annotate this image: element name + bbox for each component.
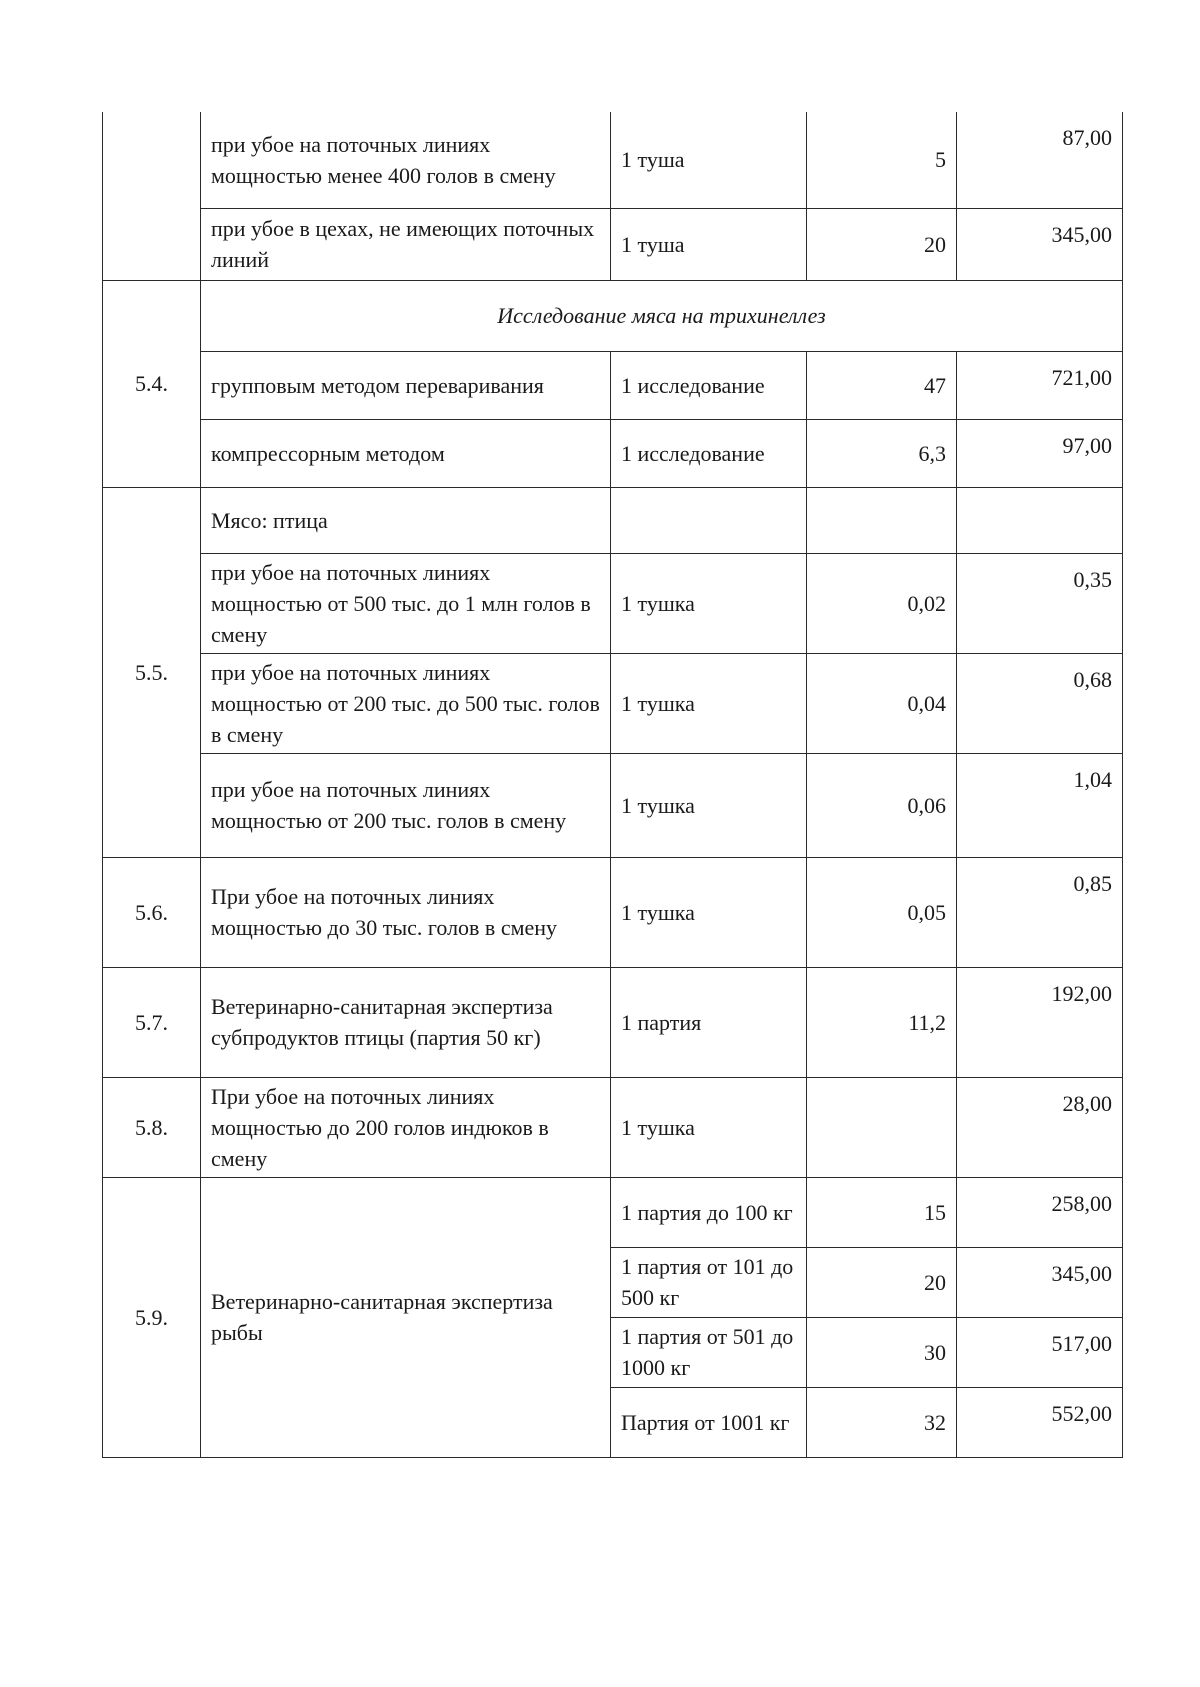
service-description: При убое на поточных линиях мощностью до 30 тыс. голов в смену [201, 857, 611, 967]
service-description: при убое на поточных линиях мощностью от 200 тыс. голов в смену [201, 753, 611, 857]
service-description: при убое в цехах, не имеющих поточных линий [201, 208, 611, 280]
price-cell: 258,00 [957, 1177, 1123, 1247]
unit-cell: 1 партия от 101 до 500 кг [611, 1247, 807, 1317]
norm-cell: 0,04 [807, 653, 957, 753]
service-description: компрессорным методом [201, 419, 611, 487]
norm-cell: 11,2 [807, 967, 957, 1077]
price-cell: 1,04 [957, 753, 1123, 857]
price-cell: 28,00 [957, 1077, 1123, 1177]
price-cell: 345,00 [957, 208, 1123, 280]
norm-cell [807, 1077, 957, 1177]
norm-cell [807, 487, 957, 553]
table-row [103, 112, 1123, 208]
price-cell: 0,85 [957, 857, 1123, 967]
unit-cell: 1 партия [611, 967, 807, 1077]
price-table [102, 112, 1123, 1458]
service-description: при убое на поточных линиях мощностью от 200 тыс. до 500 тыс. голов в смену [201, 653, 611, 753]
unit-cell: 1 тушка [611, 857, 807, 967]
norm-cell: 20 [807, 1247, 957, 1317]
norm-cell: 30 [807, 1317, 957, 1387]
norm-cell: 0,02 [807, 553, 957, 653]
table-row [103, 967, 1123, 1077]
unit-cell [611, 487, 807, 553]
service-description: при убое на поточных линиях мощностью от 500 тыс. до 1 млн голов в смену [201, 553, 611, 653]
norm-cell: 5 [807, 112, 957, 208]
table-row [103, 208, 1123, 280]
unit-cell: Партия от 1001 кг [611, 1387, 807, 1457]
table-row [103, 487, 1123, 553]
unit-cell: 1 партия до 100 кг [611, 1177, 807, 1247]
price-cell [957, 487, 1123, 553]
price-cell: 0,68 [957, 653, 1123, 753]
price-cell: 552,00 [957, 1387, 1123, 1457]
row-number: 5.9. [103, 1177, 201, 1457]
unit-cell: 1 туша [611, 208, 807, 280]
price-cell: 345,00 [957, 1247, 1123, 1317]
table-row [103, 280, 1123, 351]
service-description: Мясо: птица [201, 487, 611, 553]
row-number: 5.7. [103, 967, 201, 1077]
price-cell: 721,00 [957, 351, 1123, 419]
unit-cell: 1 туша [611, 112, 807, 208]
table-row [103, 857, 1123, 967]
service-description: При убое на поточных линиях мощностью до 200 голов индюков в смену [201, 1077, 611, 1177]
table-row [103, 1177, 1123, 1247]
unit-cell: 1 партия от 501 до 1000 кг [611, 1317, 807, 1387]
unit-cell: 1 исследование [611, 419, 807, 487]
row-number [103, 112, 201, 280]
unit-cell: 1 тушка [611, 653, 807, 753]
table-row [103, 753, 1123, 857]
norm-cell: 0,05 [807, 857, 957, 967]
price-cell: 87,00 [957, 112, 1123, 208]
table-row [103, 553, 1123, 653]
price-cell: 192,00 [957, 967, 1123, 1077]
table-row [103, 351, 1123, 419]
price-cell: 97,00 [957, 419, 1123, 487]
service-description: Ветеринарно-санитарная экспертиза субпродуктов птицы (партия 50 кг) [201, 967, 611, 1077]
section-heading: Исследование мяса на трихинеллез [201, 280, 1123, 351]
norm-cell: 47 [807, 351, 957, 419]
norm-cell: 6,3 [807, 419, 957, 487]
row-number: 5.8. [103, 1077, 201, 1177]
service-description: Ветеринарно-санитарная экспертиза рыбы [201, 1177, 611, 1457]
table-row [103, 419, 1123, 487]
row-number: 5.4. [103, 280, 201, 487]
price-cell: 0,35 [957, 553, 1123, 653]
table-row [103, 653, 1123, 753]
norm-cell: 0,06 [807, 753, 957, 857]
price-cell: 517,00 [957, 1317, 1123, 1387]
unit-cell: 1 тушка [611, 753, 807, 857]
unit-cell: 1 тушка [611, 1077, 807, 1177]
unit-cell: 1 тушка [611, 553, 807, 653]
row-number: 5.5. [103, 487, 201, 857]
table-row [103, 1077, 1123, 1177]
service-description: при убое на поточных линиях мощностью менее 400 голов в смену [201, 112, 611, 208]
row-number: 5.6. [103, 857, 201, 967]
norm-cell: 15 [807, 1177, 957, 1247]
norm-cell: 20 [807, 208, 957, 280]
service-description: групповым методом переваривания [201, 351, 611, 419]
norm-cell: 32 [807, 1387, 957, 1457]
unit-cell: 1 исследование [611, 351, 807, 419]
